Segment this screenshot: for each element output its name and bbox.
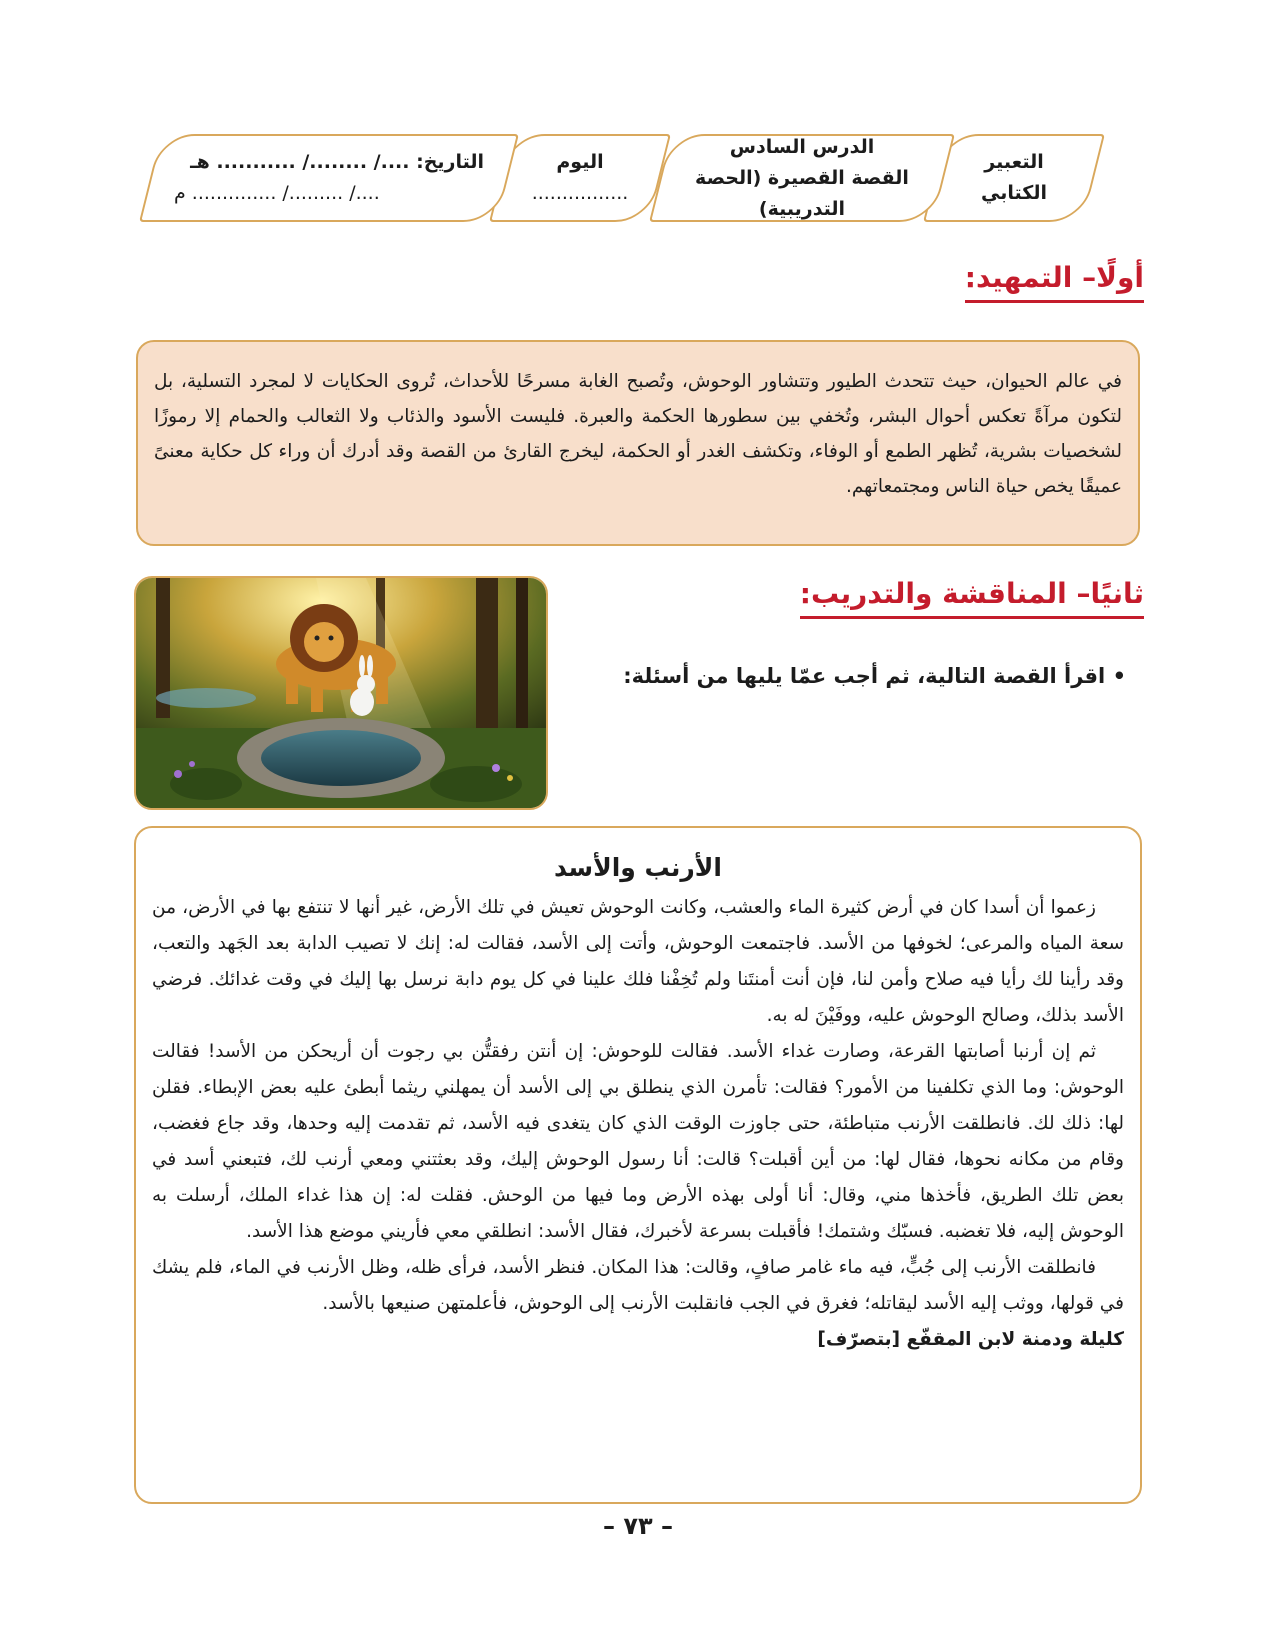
subject-line1: التعبير (984, 151, 1044, 173)
date-hijri-field[interactable]: التاريخ: ..../ ......../ ........... هـ (190, 151, 484, 173)
lesson-line2: القصة القصيرة (الحصة التدريبية) (695, 166, 909, 220)
story-title: الأرنب والأسد (554, 853, 722, 882)
date-box (139, 134, 519, 222)
intro-text: في عالم الحيوان، حيث تتحدث الطيور وتتشاور الوحوش، وتُصبح الغابة مسرحًا للأحداث، تُروى الحكايات لا لمجرد التسلية، بل لتكون مرآةً تعكس أحوال البشر، وتُخفي بين سطورها الحكمة والعبرة. فليست الأسود والذئاب ولا الثعالب والحمام إلا رموزًا لشخصيات بشرية، تُظهر الطمع أو الوفاء، وتكشف الغدر أو الحكمة، ليخرج القارئ من القصة وقد أدرك أن وراء كل حكاية معنىً عميقًا يخص حياة الناس ومجتمعاتهم. (154, 371, 1122, 497)
lesson-box (649, 134, 955, 222)
lion-rabbit-well-illustration (134, 576, 548, 810)
story-paragraph-3: فانطلقت الأرنب إلى جُبٍّ، فيه ماء غامر صافٍ، وقالت: هذا المكان. فنظر الأسد، فرأى ظله، وظل الأرنب في الماء، فلم يشك في قولها، ووثب إليه الأسد ليقاتله؛ فغرق في الجب فانقلبت الأرنب إلى الوحوش، فأعلمتهن صنيعها بالأسد. (152, 1257, 1124, 1314)
section1-title: أولًا– التمهيد: (965, 260, 1144, 303)
day-box (489, 134, 671, 222)
day-field[interactable]: ................ (531, 182, 629, 204)
date-gregorian-field[interactable]: ..../ ........./ .............. م (174, 182, 380, 204)
subject-line2: الكتابي (981, 182, 1047, 204)
story-paragraph-1: زعموا أن أسدا كان في أرض كثيرة الماء والعشب، وكانت الوحوش تعيش في تلك الأرض، غير أنها لا تنتفع بها في الأرض، من سعة المياه والمرعى؛ لخوفها من الأسد. فاجتمعت الوحوش، وأتت إلى الأسد، فقالت له: إنك لا تصيب الدابة بعد الجَهد والتعب، وقد رأينا لك رأيا فيه صلاح وأمن لنا، فإن أنت أمنتَنا ولم تُخِفْنا فلك علينا في كل يوم دابة نرسل بها إليك في وقت غدائك. فرضي الأسد بذلك، وصالح الوحوش عليه، ووفَيْنَ له به. (152, 897, 1124, 1026)
story-source: كليلة ودمنة لابن المقفّع [بتصرّف] (817, 1329, 1124, 1350)
section2-title: ثانيًا– المناقشة والتدريب: (800, 576, 1144, 619)
intro-box (136, 340, 1140, 546)
lesson-line1: الدرس السادس (729, 135, 875, 158)
story-paragraph-2: ثم إن أرنبا أصابتها القرعة، وصارت غداء الأسد. فقالت للوحوش: إن أنتن رفقتُّن بي رجوت أن أريحكن من الأسد! فقالت الوحوش: وما الذي تكلفينا من الأمور؟ فقالت: تأمرن الذي ينطلق بي إلى الأسد أن يمهلني ريثما أبطئ عليه بعض الإبطاء. فقلن لها: ذلك لك. فانطلقت الأرنب متباطئة، حتى جاوزت الوقت الذي كان يتغدى فيه الأسد، ثم تقدمت إليه وحدها، وقد جاع فغضب، وقام من مكانه نحوها، فقال لها: من أين أقبلت؟ قالت: أنا رسول الوحوش إليك، وقد بعثتني ومعي أرنب لك، فتبعني أسد في بعض تلك الطريق، فأخذها مني، وقال: أنا أولى بهذه الأرض وما فيها من الوحش. فقلت له: إن هذا غداء الملك، أرسلت به الوحوش إليه، فلا تغضبه. فسبّك وشتمك! فأقبلت بسرعة لأخبرك، فقال الأسد: انطلقي معي فأريني موضع هذا الأسد. (152, 1041, 1124, 1242)
day-label: اليوم (556, 151, 604, 173)
story-box (134, 826, 1142, 1504)
reading-instruction: • اقرأ القصة التالية، ثم أجب عمّا يليها من أسئلة: (623, 664, 1126, 688)
page-number: – ٧٣ – (602, 1512, 673, 1540)
